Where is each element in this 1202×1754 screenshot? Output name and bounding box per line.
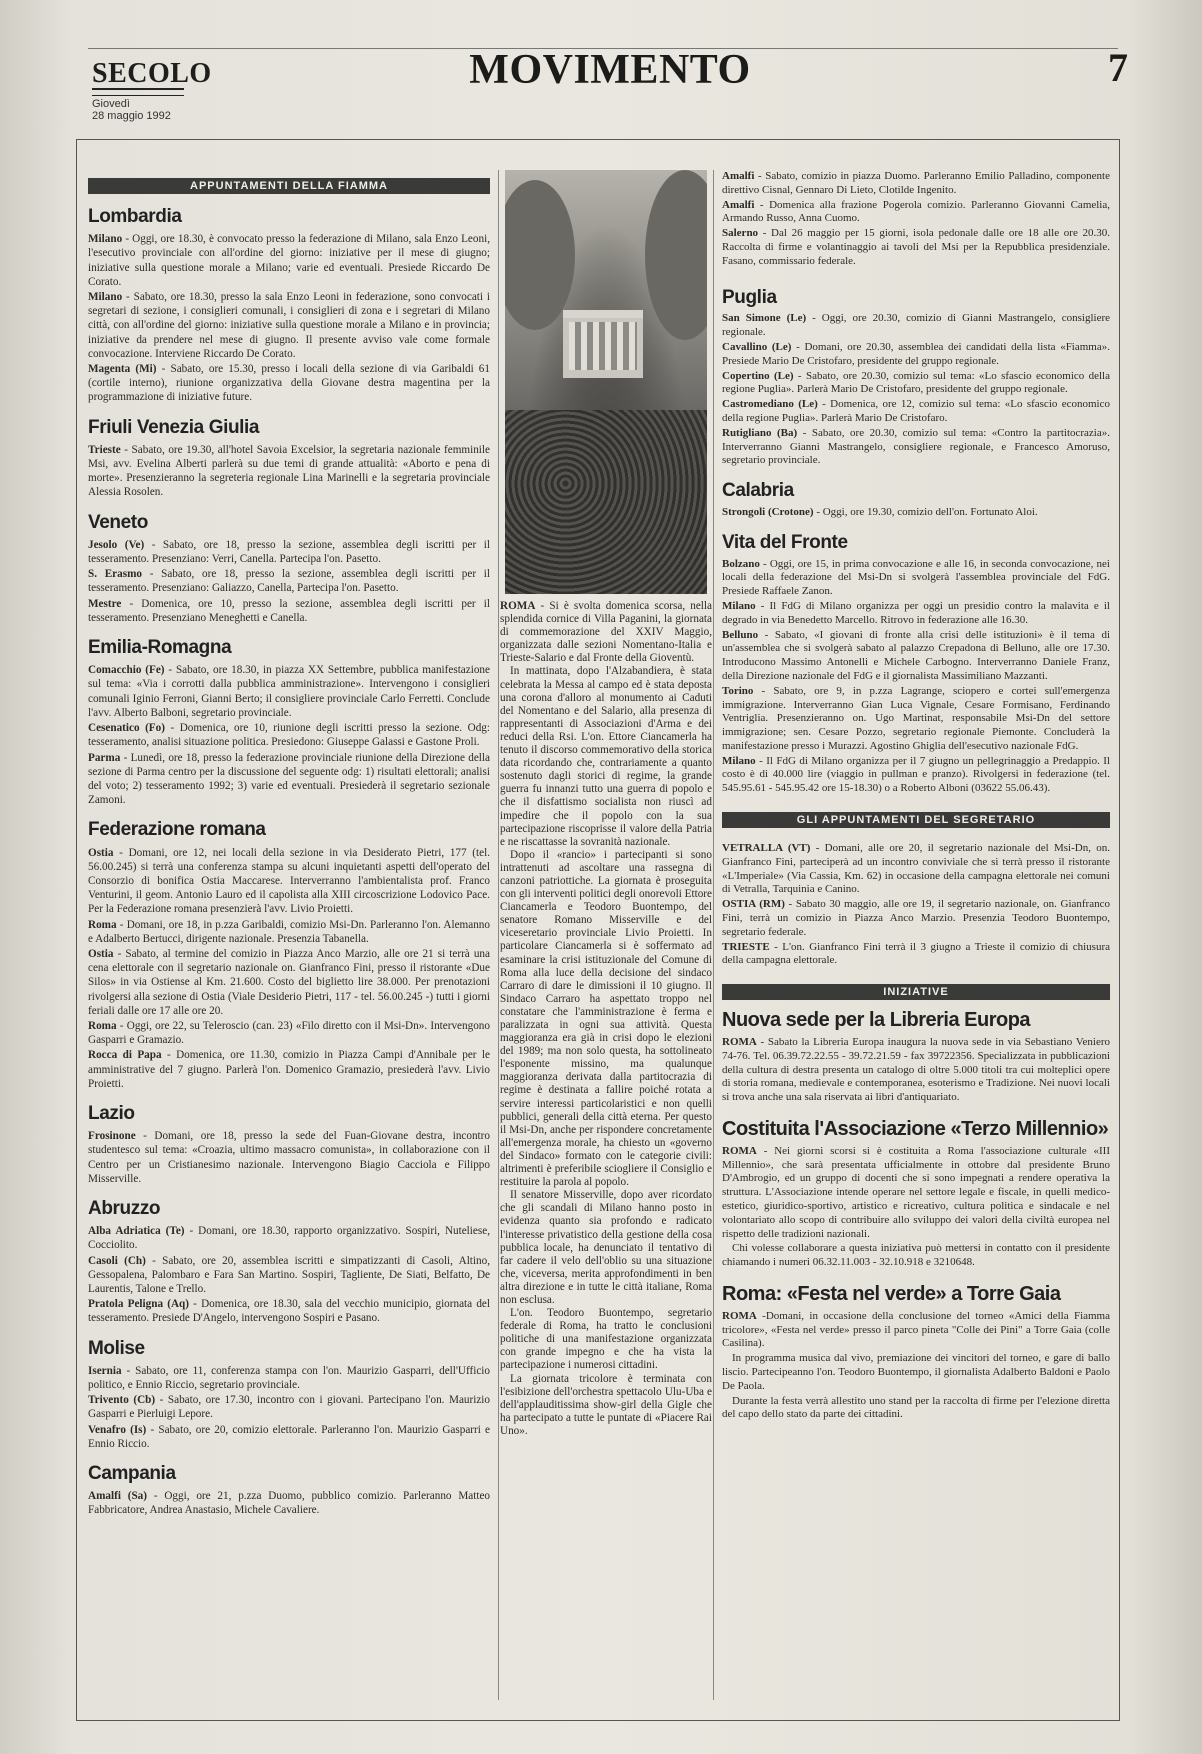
notice-text: - Sabato, «I giovani di fronte alla crisi delle istituzioni» è il tema di un'assemblea che si svolgerà sabato al palazzo Crepadona di Belluno, alle ore 17.30. Introducono Massimo Antonelli e Michele Carbogno. Interverranno Daniele Franz, della Direzione nazionale del FdG e il giornalista Massimiliano Mazzanti. [722,628,1110,682]
article-headline: Nuova sede per la Libreria Europa [722,1009,1031,1032]
notice-text: - Sabato, ore 18, presso la sezione, assemblea degli iscritti per il tesseramento. Presenziano: Galiazzo, Canella, Partecipa l'on. Pasetto. [88,568,490,595]
notice-text: - Sabato la Libreria Europa inaugura la nuova sede in via Sebastiano Veniero 74-76. Tel. 06.39.72.22.55 - 39.72.21.59 - fax 39722356. Specializzata in pubblicazioni della cultura di destra presenta un catalogo di oltre 5.000 titoli tra cui molteplici opere di storia romana, medievale e contemporanea, esoterismo e Tradizione. Nei nuovi locali si trova anche una sala riservata ai libri d'antiquariato. [722,1036,1110,1104]
notice [88,597,490,625]
notice-location: Roma [88,1019,117,1032]
notice-text: - Domani, ore 20.30, assemblea dei candidati della lista «Fiamma». Presiede Mario De Cristofaro, presidente del gruppo regionale. [722,340,1110,367]
notice-text: - Domani, ore 18, in p.zza Garibaldi, comizio Msi-Dn. Parleranno l'on. Alemanno e Adalberto Bertucci, dirigente nazionale. Presenzia Tabanella. [88,918,490,945]
article-paragraph [722,1310,1110,1351]
article-paragraph [722,1395,1110,1423]
notice [88,1297,490,1325]
notice [88,846,490,917]
region-heading: Emilia-Romagna [88,637,232,659]
notice-location: Milano [88,233,123,246]
notice-location: Salerno [722,227,759,240]
notice-text: - Oggi, ore 22, su Teleroscio (can. 23) «Filo diretto con il Msi-Dn». Intervengono Gasparri e Gramazio. [88,1019,490,1047]
notice-text: - L'on. Gianfranco Fini terrà il 3 giugno a Trieste il comizio di chiusura della campagna elettorale. [722,940,1110,967]
notice [722,941,1110,969]
notice-location: Roma [88,918,117,931]
notice-text: - Domenica, ore 10, presso la sezione, assemblea degli iscritti per il tesseramento. Presenziano Meneghetti e Canella. [88,597,490,624]
issue-day: Giovedì [92,98,130,110]
notice [88,567,490,595]
notice [88,1129,490,1186]
notice [722,600,1110,628]
notice-text: - Sabato, ore 20, comizio elettorale. Parleranno l'on. Maurizio Gasparri e Ennio Riccio. [88,1423,491,1450]
notice [722,227,1110,268]
notice-text: - Dal 26 maggio per 15 giorni, isola pedonale dalle ore 18 alle ore 20.30. Raccolta di firme e volantinaggio ai tavoli del Msi per la Repubblica presidenziale. Fasano, commissario federale. [722,227,1110,267]
notice-text: - Sabato, ore 19.30, all'hotel Savoia Excelsior, la segretaria nazionale femminile Msi, avv. Evelina Alberti parlerà su due temi di grande attualità: «Aborto e pena di morte». Presenzieranno la segreteria regionale Lina Marinelli e la segretaria provinciale Alessia Rosolen. [88,443,490,499]
notice-location: Milano [88,291,123,304]
notice-location: Venafro (Is) [88,1423,147,1436]
photo-article [500,600,712,1438]
issue-date: 28 maggio 1992 [92,110,171,122]
notice-text: - Lunedì, ore 18, presso la federazione provinciale riunione della Direzione della sezione di Parma centro per la discussione del seguente odg: 1) risultati elettorali; analisi del voto; 2) tesseramento 1992; 3) varie ed eventuali. Presiederà il segretario sezionale Zamoni. [88,751,490,807]
notice [722,629,1110,684]
notice [88,1254,490,1297]
notice-text: - Sabato, ore 18.30, presso la sala Enzo Leoni in federazione, sono convocati i segretari di sezione, i consiglieri comunali, i consiglieri di zona e i segretari di Milano città, con all'ordine del giorno: iniziative sulla questione morale a Milano e in provincia; iniziative da prendere nel mese di giugno. Il presente avviso vale come formale convocazione. Interviene Riccardo De Corato. [88,291,490,360]
notice-text: - Sabato, al termine del comizio in Piazza Anco Marzio, alle ore 21 si terrà una cena elettorale con il segretario nazionale on. Gianfranco Fini, presso il ristorante «Due Silos» in via Ostiense al Km. 21.600. Costo del biglietto lire 38.000. Per prenotazioni rivolgersi alla sezione di Ostia (Viale Desiderio Pietri, 117 - tel. 56.00.245 -) tutti i giorni feriali dalle ore 17 alle ore 20. [88,947,490,1017]
article-headline: Costituita l'Associazione «Terzo Millennio» [722,1118,1109,1141]
notice-text: - Domenica, ore 18.30, sala del vecchio municipio, giornata del tesseramento. Presiede D'Angelo, intervengono Sospiri e Pasano. [88,1298,490,1325]
notice-text: -Domani, in occasione della conclusione del torneo «Amici della Fiamma tricolore», «Festa nel verde» presso il parco pineta "Colle dei Pini" a Torre Gaia (colle Casilina). [722,1309,1110,1350]
article-paragraph [722,1036,1110,1105]
notice-text: - Domenica, ore 12, comizio sul tema: «Lo sfascio economico della regione Puglia». Parlerà Mario De Cristofaro. [722,398,1110,424]
notice [722,685,1110,754]
notice-text: - Domani, ore 18, presso la sede del Fuan-Giovane destra, incontro studentesco sul tema: «Croazia, ultimo massacro comunista», in collaborazione con il Centro per un Cristianesimo nazionale. Intervengono Biagio Cacciola e Filippo Misserville. [88,1130,490,1185]
notice-text: - Domenica, ore 11.30, comizio in Piazza Campi d'Annibale per le amministrative del 7 giugno. Parlerà l'on. Domenico Gramazio, presiederà l'avv. Livio Proietti. [88,1049,490,1090]
notice-location: ROMA [722,1309,757,1322]
notice-location: Bolzano [722,557,760,570]
notice-location: Comacchio (Fe) [88,664,165,677]
notice-text: - Sabato, ore 18, presso la sezione, assemblea degli iscritti per il tesseramento. Presenziano: Verri, Canella. Partecipa l'on. Pasetto. [88,538,490,566]
appuntamenti-banner: APPUNTAMENTI DELLA FIAMMA [88,178,490,194]
notice [722,506,1110,520]
notice-text: Durante la festa verrà allestito uno stand per la raccolta di firme per l'elezione diretta del capo dello stato da parte dei cittadini. [722,1394,1110,1421]
article-paragraph [500,1373,712,1438]
notice [88,443,490,500]
notice-location: Jesolo (Ve) [88,538,145,551]
notice-text: - Nei giorni scorsi si è costituita a Roma l'associazione culturale «III Millennio», che sarà presentata ufficialmente in ottobre dal presidente Bruno D'Ambrogio, ed un gruppo di docenti che si sono impegnati a rendere operativa la struttura. L'Associazione intende operare nel settore legale e fiscale, in quelli medico-estetico, giuridico-sportivo, artistico e ricreativo, cultura politica e sindacale e nel volontariato allo scopo di contribuire allo sviluppo dei valori della civiltà europea nel rispetto delle tradizioni nazionali. [722,1144,1110,1240]
notice-text: - Domani, ore 18.30, rapporto organizzativo. Sospiri, Nuteliese, Cocciolito. [88,1225,490,1252]
notice [88,1224,490,1252]
article-paragraph [722,1352,1110,1393]
photo-tree [505,180,575,330]
notice-location: Strongoli (Crotone) [722,505,814,518]
segretario-banner: GLI APPUNTAMENTI DEL SEGRETARIO [722,812,1110,828]
notice-location: Frosinone [88,1130,136,1143]
notice-text: L'on. Teodoro Buontempo, segretario federale di Roma, ha tratto le conclusioni politiche di una manifestazione organizzata con grande impegno e che ha vista la partecipazione i numerosi cittadini. [500,1307,712,1372]
photo-crowd [505,410,707,594]
region-heading: Friuli Venezia Giulia [88,416,260,438]
newspaper-logo: SECOLO [92,58,212,89]
notice-text: La giornata tricolore è terminata con l'esibizione dell'orchestra spettacolo Ulu-Uba e dell'applauditissima show-girl della Gigle che ha partecipato a tutte le puntate di «Piacere Rai Uno». [500,1372,712,1437]
notice-location: Copertino (Le) [722,369,794,382]
column-divider [498,170,499,1700]
notice-text: In mattinata, dopo l'Alzabandiera, è stata celebrata la Messa al campo ed è stata deposta una corona d'alloro al monumento ai Caduti del Nomentano e del Salario, alla presenza di rappresentanti di Associazioni d'Arma e dei reduci della Rsi. L'on. Ettore Ciancamerla ha tenuto il discorso commemorativo della storica data ricordando che, contrariamente a quanto sostenuto dagli storici di regime, la grande guerra fu innanzi tutto una guerra di popolo e che il disfattismo socialista non riuscì ad impedire che il popolo con la sua partecipazione riscoprisse il valore della Patria e ne riscattasse la sovranità nazionale. [500,665,712,848]
iniziative-banner: INIZIATIVE [722,984,1110,1000]
notice [722,370,1110,398]
notice-location: Trivento (Cb) [88,1394,156,1407]
notice [88,1048,490,1091]
event-photo [505,170,707,594]
notice [88,538,490,566]
region-heading: Veneto [88,511,148,533]
article-headline: Roma: «Festa nel verde» a Torre Gaia [722,1283,1061,1305]
region-heading: Vita del Fronte [722,531,848,553]
notice [722,312,1110,340]
article-paragraph [500,600,712,665]
notice-location: Alba Adriatica (Te) [88,1225,185,1238]
notice-location: Cavallino (Le) [722,340,792,353]
notice-text: - Oggi, ore 20.30, comizio di Gianni Mastrangelo, consigliere regionale. [722,312,1110,339]
notice [88,721,490,749]
page-number: 7 [1108,45,1128,90]
notice-location: Cesenatico (Fo) [88,722,165,735]
notice-location: VETRALLA (VT) [722,842,811,855]
notice-text: - Domani, ore 12, nei locali della sezione in via Desiderato Pietri, 177 (tel. 56.00.245) si terrà una conferenza stampa su alcuni inquietanti aspetti dell'operato del Consorzio di bonifica Ostia Maccarese. Interverranno l'ambientalista prof. Franco Venturini, il geom. Antonio Lauro ed il capolista alla XIII circoscrizione Lodovico Pace. Per la Federazione romana presenzierà l'avv. Livio Proietti. [88,846,490,916]
notice [88,362,490,405]
notice-text: - Sabato, ore 9, in p.zza Lagrange, sciopero e cortei sull'emergenza immigrazione. Interverranno Gian Luca Vignale, Cesare Formisano, Ferdinando Ventriglia. Presenzieranno on. Ugo Martinat, responsabile Msi-Dn del settore immigrazione; sen. Cesare Pozzo, segretario regionale Piemonte. Concluderà la manifestazione presso i Murazzi. Agostino Ghiglia dell'esecutivo nazionale FdG. [722,684,1110,752]
notice-location: Belluno [722,628,759,641]
notice-location: OSTIA (RM) [722,898,785,911]
notice-location: TRIESTE [722,940,770,953]
notice-location: ROMA [722,1036,757,1049]
notice-location: ROMA [722,1144,757,1157]
notice-text: Chi volesse collaborare a questa iniziativa può mettersi in contatto con il presidente chiamando i numeri 06.32.11.003 - 32.10.918 e 3210648. [722,1242,1110,1269]
photo-columns [569,322,637,370]
notice [88,663,490,720]
notice [722,427,1110,468]
notice-location: Amalfi [722,170,755,182]
notice [88,918,490,946]
notice-location: Rutigliano (Ba) [722,426,798,439]
notice-text: - Sabato, ore 15.30, presso i locali della sezione di via Garibaldi 61 (cortile interno), riunione organizzativa della Giovane destra magentina per la programmazione di iniziative future. [88,363,490,404]
notice-text: - Sabato, ore 20.30, comizio sul tema: «Contro la partitocrazia». Interverranno Gianni Mastrangelo, consigliere regionale, e Francesco Amoruso, segretario provinciale. [722,426,1110,467]
notice-text: - Il FdG di Milano organizza per il 7 giugno un pellegrinaggio a Predappio. Il costo è di 40.000 lire (viaggio in pullman e pranzo). Rivolgersi in federazione (tel. 545.95.61 - 545.95.42 ore 15-18.30) o a Roberto Alboni (03622 55.06.43). [722,754,1110,795]
notice-location: Ostia [88,947,114,960]
notice-text: - Domenica, ore 10, riunione degli iscritti presso la sezione. Odg: tesseramento, analisi situazione politica. Presiedono: Giuseppe Galassi e Gastone Proli. [88,722,490,749]
notice-location: Rocca di Papa [88,1049,162,1062]
notice [88,290,490,361]
notice-location: Magenta (Mi) [88,363,157,376]
notice [722,341,1110,369]
notice-text: In programma musica dal vivo, premiazione dei vincitori del torneo, e gare di ballo liscio. Partecipeanno l'on. Teodoro Buontempo, il giornalista Adalberto Baldoni e Paolo De Paola. [722,1352,1110,1392]
notice-location: Mestre [88,597,122,610]
notice [88,1489,490,1517]
notice-location: Casoli (Ch) [88,1254,146,1267]
notice-location: Trieste [88,443,121,456]
notice [722,170,1110,198]
notice-location: Pratola Peligna (Aq) [88,1298,189,1311]
notice-location: Isernia [88,1364,122,1377]
article-paragraph [500,665,712,848]
column-divider [713,170,714,1700]
notice-text: - Domani, alle ore 20, il segretario nazionale del Msi-Dn, on. Gianfranco Fini, parteciperà ad un incontro conviviale che si terrà presso il ristorante «L'Imperiale» (Via Cassia, Km. 62) in occasione della campagna elettorale nei comuni di Vetralla, Tarquinia e Canino. [722,842,1110,896]
region-heading: Campania [88,1463,176,1485]
notice [88,1019,490,1047]
notice [722,755,1110,796]
notice-text: - Oggi, ore 18.30, è convocato presso la federazione di Milano, sala Enzo Leoni, l'esecutivo provinciale con all'ordine del giorno: iniziative per il mese di giugno; iniziative sulla questione morale a Milano; varie ed eventuali. Presiede Riccardo De Corato. [88,233,490,288]
notice-location: Ostia [88,846,114,859]
notice-text: - Il FdG di Milano organizza per oggi un presidio contro la malavita e il degrado in via Benedetto Marcello. Ritrovo in federazione alle 16.30. [722,599,1110,626]
column-left [88,178,490,1519]
region-heading: Federazione romana [88,819,266,841]
notice [88,1423,490,1451]
notice-text: - Sabato 30 maggio, alle ore 19, il segretario nazionale, on. Gianfranco Fini, terrà un comizio in Piazza Anco Marzio. Presenzia Teodoro Buontempo, segretario federale. [722,898,1110,938]
notice-location: Milano [722,754,756,767]
notice [722,199,1110,227]
article-paragraph [500,849,712,1189]
notice-text: Dopo il «rancio» i partecipanti si sono intrattenuti ad ascoltare una rassegna di canzoni patriottiche. La giornata è proseguita con gli interventi politici degli onorevoli Ettore Ciancamerla e Teodoro Buontempo, del senatore Romano Misserville e del viceseretario provinciale Livio Proietti. In particolare Ciancamerla si è soffermato ad esaminare la crisi istituzionale del Comune di Roma alla luce della decisione del sindaco Carraro di dare le dimissioni il 10 giugno. Il Sindaco Carraro ha aspettato troppo nel constatare che l'amministrazione è ferma e paralizzata in ogni sua attività. Questa maggioranza era già in crisi dopo le elezioni del 1989; ma non solo questa, ha sottolineato l'esponente missino, ma qualunque maggioranza derivata dalla partitocrazia di regime è destinata a fallire poiché rotata a servire interessi particolaristici e non quelli pubblici, generali della città eterna. Per questo il Msi-Dn, anche per rispondere concretamente all'emergenza morale, ha chiesto un «governo del Sindaco» formato con le categorie civili: altrimenti è preferibile sciogliere il Consiglio e restituire la parola al popolo. [500,848,712,1189]
region-heading: Calabria [722,480,794,502]
region-heading: Lombardia [88,206,182,227]
notice [88,232,490,289]
article-paragraph [722,1145,1110,1242]
notice [88,751,490,808]
notice-text: - Sabato, ore 20.30, comizio sul tema: «Lo sfascio economico della regione Puglia». Parlerà Mario De Cristofaro, presidente del gruppo regionale. [722,369,1110,396]
notice-location: Milano [722,599,756,612]
notice [88,1393,490,1421]
column-right [722,170,1110,1423]
notice-location: ROMA [500,600,536,612]
region-heading: Molise [88,1337,145,1359]
region-heading: Abruzzo [88,1197,161,1219]
notice-text: - Sabato, ore 20, assemblea iscritti e simpatizzanti di Casoli, Altino, Gessopalena, Palombaro e Fara San Martino. Sospiri, Tagliente, De Siati, Belfatto, De Laurentis, Talone e Trello. [88,1254,490,1295]
notice-location: San Simone (Le) [722,312,807,325]
notice-location: S. Erasmo [88,568,142,581]
notice-text: - Oggi, ore 21, p.zza Duomo, pubblico comizio. Parleranno Matteo Fabbricatore, Andrea Anastasio, Michele Cavaliere. [88,1490,491,1517]
notice [88,947,490,1018]
section-title: MOVIMENTO [469,47,751,93]
notice-location: Torino [722,684,754,697]
notice-text: - Sabato, comizio in piazza Duomo. Parleranno Emilio Palladino, componente direttivo Cisnal, Gennaro Di Lieto, Clotilde Ingenito. [722,170,1110,196]
notice-location: Amalfi (Sa) [88,1490,148,1503]
notice [722,898,1110,939]
notice-location: Amalfi [722,198,755,211]
article-paragraph [722,1242,1110,1270]
notice [88,1364,490,1392]
notice [722,398,1110,426]
notice-text: - Domenica alla frazione Pogerola comizio. Parleranno Giovanni Camelia, Armando Russo, Anna Cuomo. [722,198,1110,225]
logo-underline [92,88,184,96]
photo-tree [645,170,707,340]
notice [722,842,1110,897]
notice-text: - Si è svolta domenica scorsa, nella splendida cornice di Villa Paganini, la giornata di commemorazione del XXIV Maggio, organizzata dalle sezioni Nomentano-Italia e Trieste-Salario e dal Fronte della Gioventù. [500,600,712,665]
notice-text: Il senatore Misserville, dopo aver ricordato che gli scandali di Milano hanno posto in evidenza quanto sia profondo e radicato l'interesse privatistico della gestione della cosa pubblica locale, ha denunciato il tentativo di far cadere il velo dell'oblio su una situazione che, viceversa, merita approfondimenti in ben altra direzione e in tutte le città italiane, Roma non esclusa. [500,1189,712,1306]
notice-text: - Oggi, ore 15, in prima convocazione e alle 16, in seconda convocazione, nei locali della federazione del Msi-Dn si svolgerà l'assemblea provinciale del FdG. Presiede Raffaele Zanon. [722,557,1110,598]
article-paragraph [500,1307,712,1372]
notice [722,558,1110,599]
notice-text: - Sabato, ore 17.30, incontro con i giovani. Partecipano l'on. Maurizio Gasparri e Pierluigi Lepore. [88,1394,490,1421]
region-heading: Puglia [722,286,777,308]
notice-text: - Oggi, ore 19.30, comizio dell'on. Fortunato Aloi. [813,505,1038,518]
article-paragraph [500,1189,712,1307]
notice-location: Castromediano (Le) [722,398,818,411]
notice-location: Parma [88,751,121,764]
notice-text: - Sabato, ore 18.30, in piazza XX Settembre, pubblica manifestazione sul tema: «Via i corrotti dalla pubblica amministrazione». Intervengono i consiglieri comunali Iginio Ferroni, Gianni Berto; il consigliere provinciale Carlo Ferretti. Conclude l'avv. Alberto Balboni, segretario provinciale. [88,664,490,719]
notice-text: - Sabato, ore 11, conferenza stampa con l'on. Maurizio Gasparri, dell'Ufficio politico, e Ennio Riccio, segretario provinciale. [88,1364,490,1392]
region-heading: Lazio [88,1102,135,1124]
